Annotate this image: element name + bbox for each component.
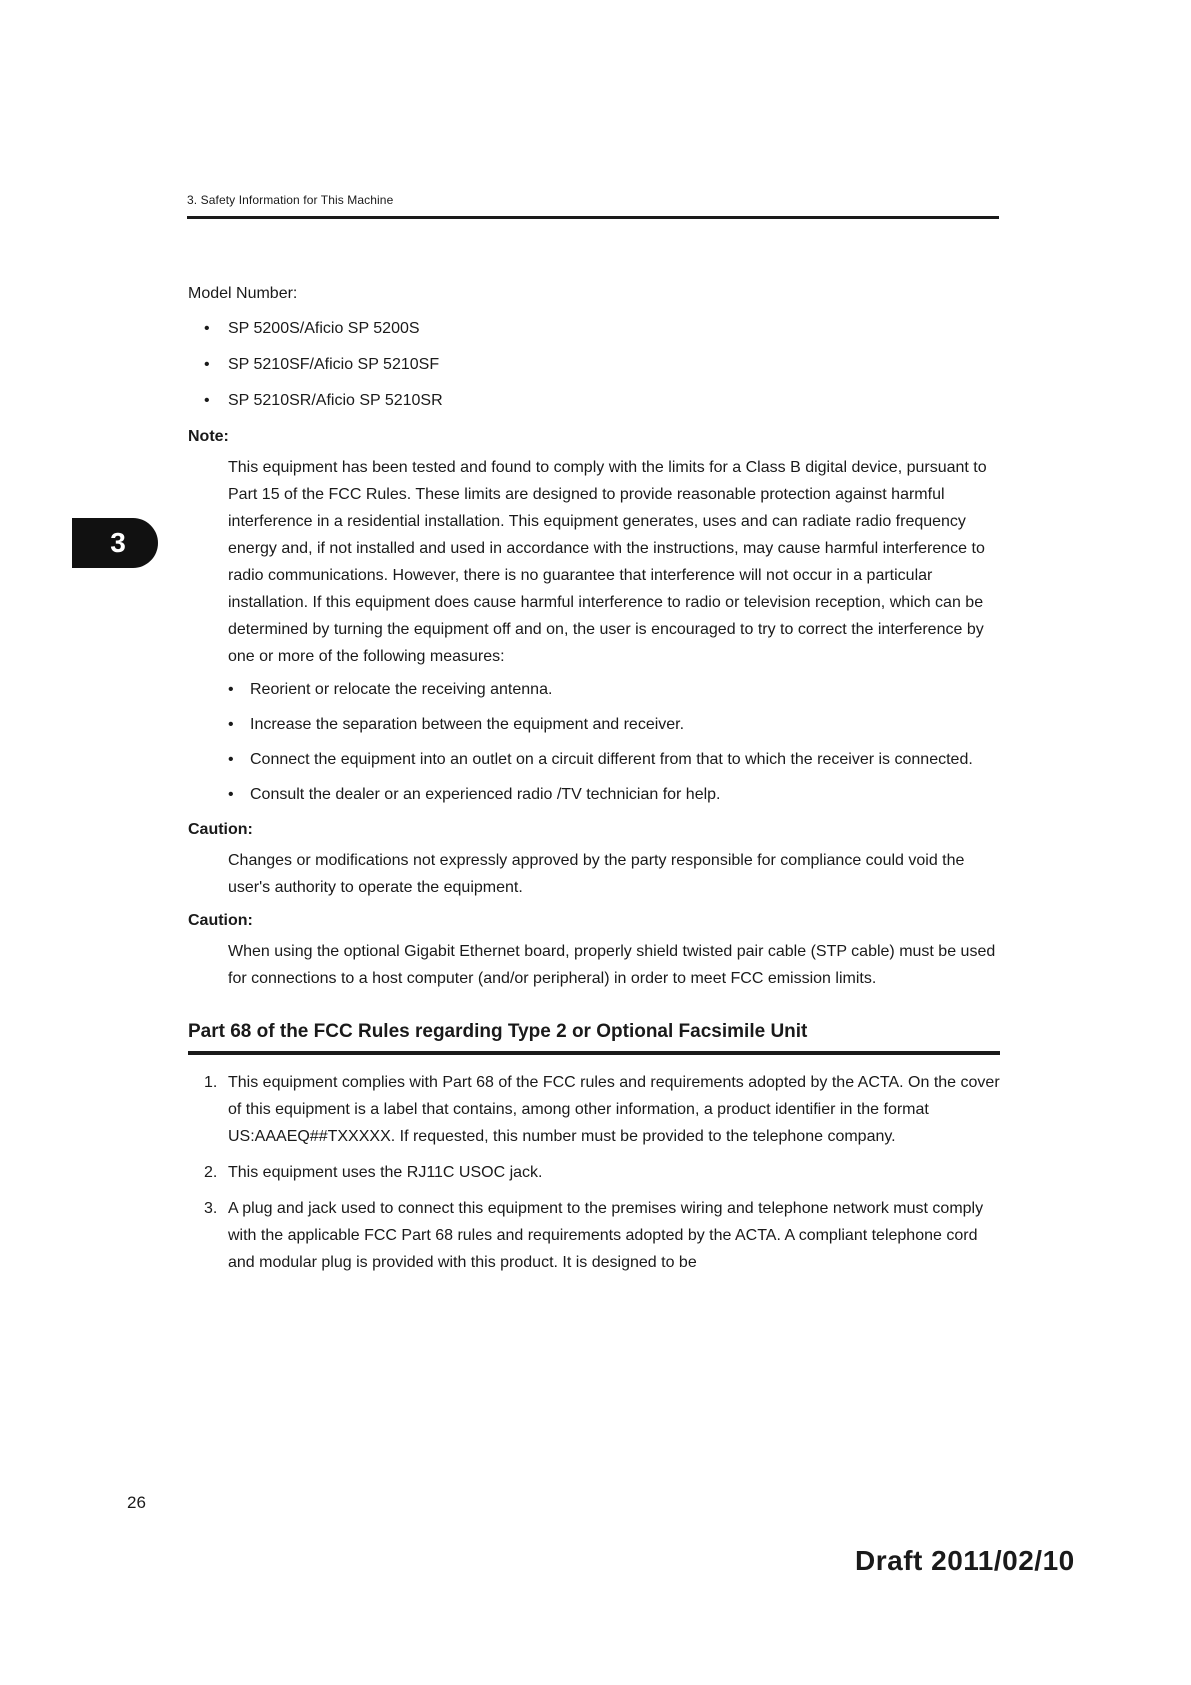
caution-label: Caution: xyxy=(188,821,253,838)
model-list xyxy=(188,315,1000,414)
running-header: 3. Safety Information for This Machine xyxy=(187,193,394,207)
page-number: 26 xyxy=(127,1493,146,1512)
measures-list xyxy=(228,676,1000,808)
caution-label: Caution: xyxy=(188,912,253,929)
chapter-tab xyxy=(72,518,158,568)
model-number-label: Model Number: xyxy=(188,285,298,302)
part68-item xyxy=(188,1069,1000,1150)
measure-item: • Consult the dealer or an experienced radio /TV technician for help. xyxy=(228,781,1000,808)
item-number: 1. xyxy=(204,1074,218,1091)
measure-item: • Reorient or relocate the receiving antenna. xyxy=(228,676,1000,703)
note-body: This equipment has been tested and found to comply with the limits for a Class B digital device, pursuant to Part 15 of the FCC Rules. These limits are designed to provide reasonable protection against harmful interference in a residential installation. This equipment generates, uses and can radiate radio frequency energy and, if not installed and used in accordance with the instructions, may cause harmful interference to radio communications. However, there is no guarantee that interference will not occur in a particular installation. If this equipment does cause harmful interference to radio or television reception, which can be determined by turning the equipment off and on, the user is encouraged to try to correct the interference by one or more of the following measures: xyxy=(228,459,987,665)
part68-list xyxy=(188,1069,1000,1276)
header-rule xyxy=(187,216,999,219)
part68-item xyxy=(188,1195,1000,1276)
item-text: This equipment complies with Part 68 of the FCC rules and requirements adopted by the ACTA. On the cover of this equipment is a label that contains, among other information, a product identifier in the format US:AAAEQ##TXXXXX. If requested, this number must be provided to the telephone company. xyxy=(228,1074,1000,1145)
draft-stamp: Draft 2011/02/10 xyxy=(855,1545,1075,1576)
item-number: 3. xyxy=(204,1200,218,1217)
model-item: • SP 5200S/Aficio SP 5200S xyxy=(204,315,1000,342)
section-heading: Part 68 of the FCC Rules regarding Type 2 or Optional Facsimile Unit xyxy=(188,1018,1000,1055)
item-number: 2. xyxy=(204,1164,218,1181)
measure-item: • Connect the equipment into an outlet on a circuit different from that to which the receiver is connected. xyxy=(228,746,1000,773)
item-text: A plug and jack used to connect this equipment to the premises wiring and telephone network must comply with the applicable FCC Part 68 rules and requirements adopted by the ACTA. A compliant telephone cord and modular plug is provided with this product. It is designed to be xyxy=(228,1200,984,1271)
measure-item: • Increase the separation between the equipment and receiver. xyxy=(228,711,1000,738)
chapter-number: 3 xyxy=(110,527,126,558)
caution-body: Changes or modifications not expressly approved by the party responsible for compliance could void the user's authority to operate the equipment. xyxy=(228,852,965,896)
model-item: • SP 5210SF/Aficio SP 5210SF xyxy=(204,351,1000,378)
model-item: • SP 5210SR/Aficio SP 5210SR xyxy=(204,387,1000,414)
item-text: This equipment uses the RJ11C USOC jack. xyxy=(228,1164,543,1181)
note-label: Note: xyxy=(188,428,229,445)
main-content xyxy=(188,280,1000,1285)
caution-body: When using the optional Gigabit Ethernet board, properly shield twisted pair cable (STP cable) must be used for connections to a host computer (and/or peripheral) in order to meet FCC emission limits. xyxy=(228,943,996,987)
part68-item xyxy=(188,1159,1000,1186)
